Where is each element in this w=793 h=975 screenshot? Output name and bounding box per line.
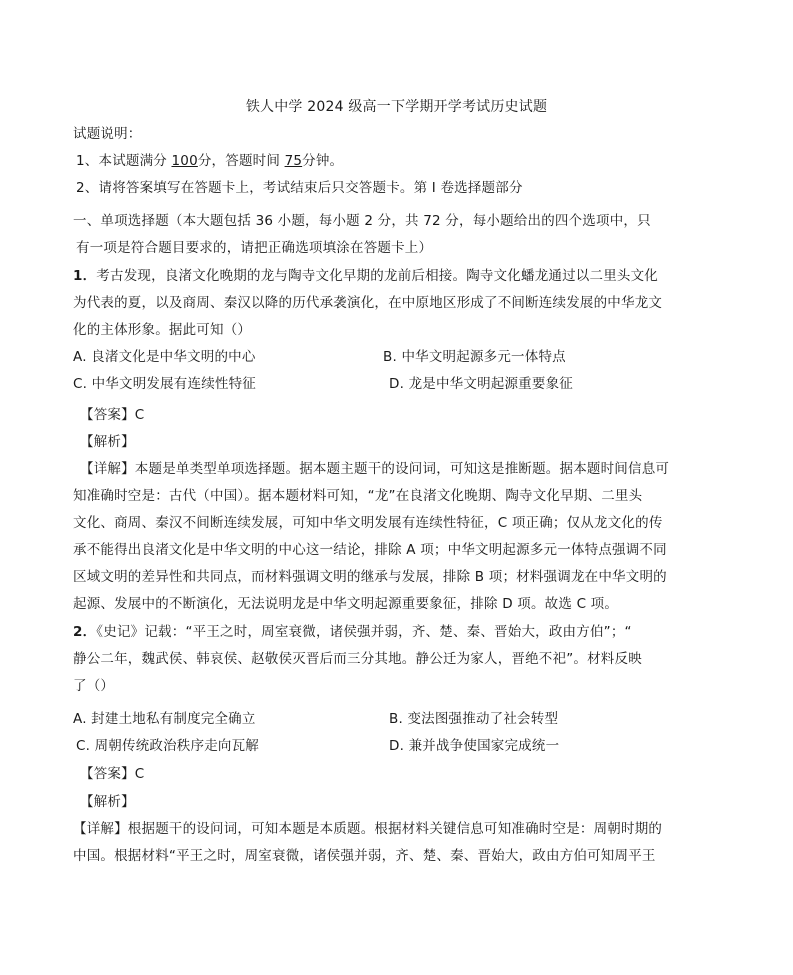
q2-option-b: B. 变法图强推动了社会转型: [389, 711, 559, 727]
q1-detail-line-4: 承不能得出良渚文化是中华文明的中心这一结论，排除 A 项；中华文明起源多元一体特点强调不同: [73, 542, 667, 558]
q2-stem-line-1: [73, 622, 632, 642]
notes-line-2: 2、请将答案填写在答题卡上，考试结束后只交答题卡。第 I 卷选择题部分: [76, 180, 523, 196]
notes-line-1-a: 1、本试题满分: [76, 153, 172, 169]
q2-option-d: D. 兼并战争使国家完成统一: [389, 738, 560, 754]
q2-stem-line-2: 静公二年，魏武侯、韩哀侯、赵敬侯灭晋后而三分其地。静公迁为家人，晋绝不祀”。材料反映: [73, 651, 642, 667]
q1-option-c: C. 中华文明发展有连续性特征: [73, 376, 257, 392]
section-heading-line-2: 有一项是符合题目要求的，请把正确选项填涂在答题卡上）: [76, 240, 433, 256]
q1-stem-1: 考古发现，良渚文化晚期的龙与陶寺文化早期的龙前后相接。陶寺文化蟠龙通过以二里头文化: [96, 268, 658, 284]
q1-detail-line-3: 文化、商周、秦汉不间断连续发展，可知中华文明发展有连续性特征，C 项正确；仅从龙文化的传: [73, 515, 663, 531]
q2-analysis-label: 【解析】: [80, 794, 135, 810]
q1-answer: 【答案】C: [80, 407, 145, 423]
q1-detail-line-2: 知准确时空是：古代（中国）。据本题材料可知，“龙”在良渚文化晚期、陶寺文化早期、二里头: [73, 488, 643, 504]
q2-number: 2．: [73, 624, 97, 640]
exam-time: 75: [284, 153, 303, 169]
q1-stem-line-1: [73, 266, 658, 286]
q1-option-b: B. 中华文明起源多元一体特点: [383, 349, 566, 365]
q1-option-a: A. 良渚文化是中华文明的中心: [73, 349, 256, 365]
q1-stem-line-3: 化的主体形象。据此可知（）: [73, 322, 252, 338]
notes-line-1-b: 分，答题时间: [197, 153, 285, 169]
q1-detail-line-5: 区域文明的差异性和共同点，而材料强调文明的继承与发展，排除 B 项；材料强调龙在中华文明的: [73, 569, 667, 585]
q2-stem-line-3: 了（）: [73, 678, 115, 694]
q2-answer: 【答案】C: [80, 766, 145, 782]
q1-stem-line-2: 为代表的夏，以及商周、秦汉以降的历代承袭演化，在中原地区形成了不间断连续发展的中华龙文: [73, 295, 663, 311]
q2-stem-1: 《史记》记载：“平王之时，周室衰微，诸侯强并弱，齐、楚、秦、晋始大，政由方伯”；“: [96, 624, 632, 640]
section-heading-line-1: 一、单项选择题（本大题包括 36 小题，每小题 2 分，共 72 分，每小题给出的四个选项中，只: [73, 213, 651, 229]
page-title: 铁人中学 2024 级高一下学期开学考试历史试题: [245, 99, 548, 115]
q1-option-d: D. 龙是中华文明起源重要象征: [389, 376, 573, 392]
q2-option-a: A. 封建土地私有制度完全确立: [73, 711, 256, 727]
notes-line-1-c: 分钟。: [302, 153, 344, 169]
q1-detail-line-1: 【详解】本题是单类型单项选择题。据本题主题干的设问词，可知这是推断题。据本题时间信息可: [80, 461, 670, 477]
q1-analysis-label: 【解析】: [80, 434, 135, 450]
q1-number: 1．: [73, 268, 97, 284]
q2-detail-line-2: 中国。根据材料“平王之时，周室衰微，诸侯强并弱，齐、楚、秦、晋始大，政由方伯可知周平王: [73, 848, 656, 864]
notes-heading: 试题说明：: [73, 126, 142, 142]
full-score: 100: [171, 153, 198, 169]
q2-detail-line-1: 【详解】根据题干的设问词，可知本题是本质题。根据材料关键信息可知准确时空是：周朝时期的: [73, 821, 663, 837]
q2-option-c: C. 周朝传统政治秩序走向瓦解: [76, 738, 260, 754]
notes-line-1: [76, 151, 343, 171]
q1-detail-line-6: 起源、发展中的不断演化，无法说明龙是中华文明起源重要象征，排除 D 项。故选 C 项。: [73, 596, 619, 612]
